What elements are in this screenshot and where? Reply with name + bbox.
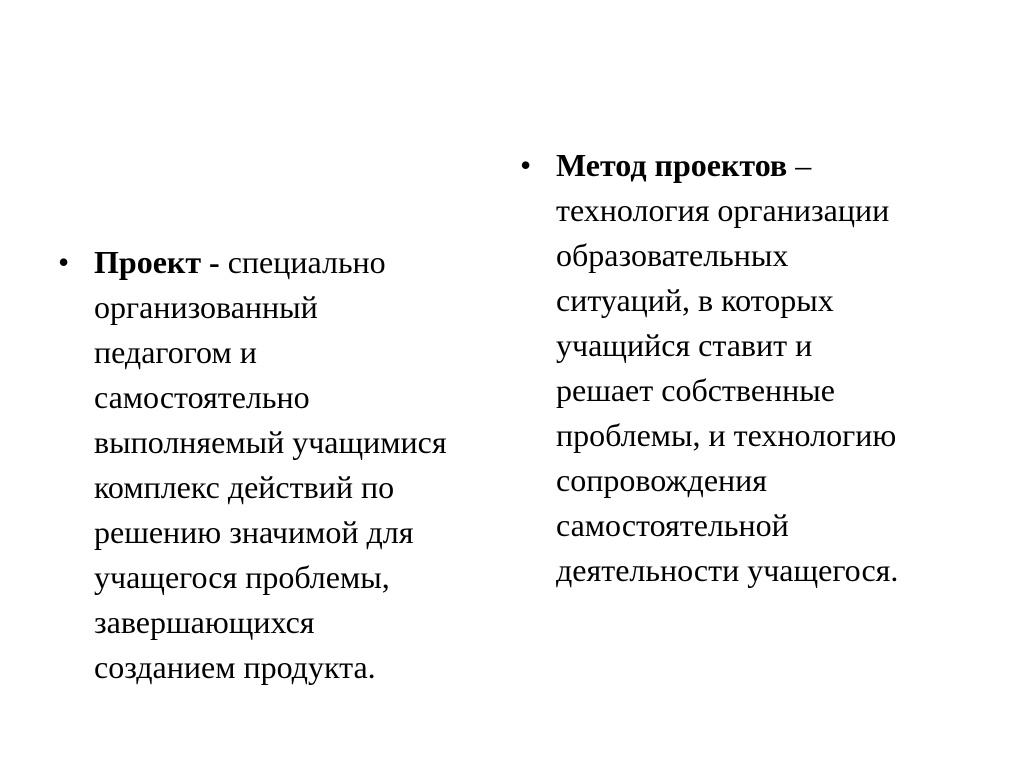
bullet-marker: •	[520, 147, 532, 183]
project-method-definition-body: – технология организации образовательных ситуаций, в которых учащийся ставит и решает собственные проблемы, и технологию сопровождения самостоятельной деятельности учащегося.	[556, 147, 899, 588]
bullet-marker: •	[58, 244, 70, 280]
project-method-definition	[520, 143, 990, 593]
project-term: Проект -	[94, 244, 220, 280]
project-definition-body: специально организованный педагогом и самостоятельно выполняемый учащимися комплекс действий по решению значимой для учащегося проблемы, завершающихся созданием продукта.	[94, 244, 447, 685]
project-definition-text	[94, 240, 447, 690]
project-definition	[58, 240, 528, 690]
project-method-term: Метод проектов	[556, 147, 788, 183]
project-method-definition-text	[556, 143, 898, 593]
